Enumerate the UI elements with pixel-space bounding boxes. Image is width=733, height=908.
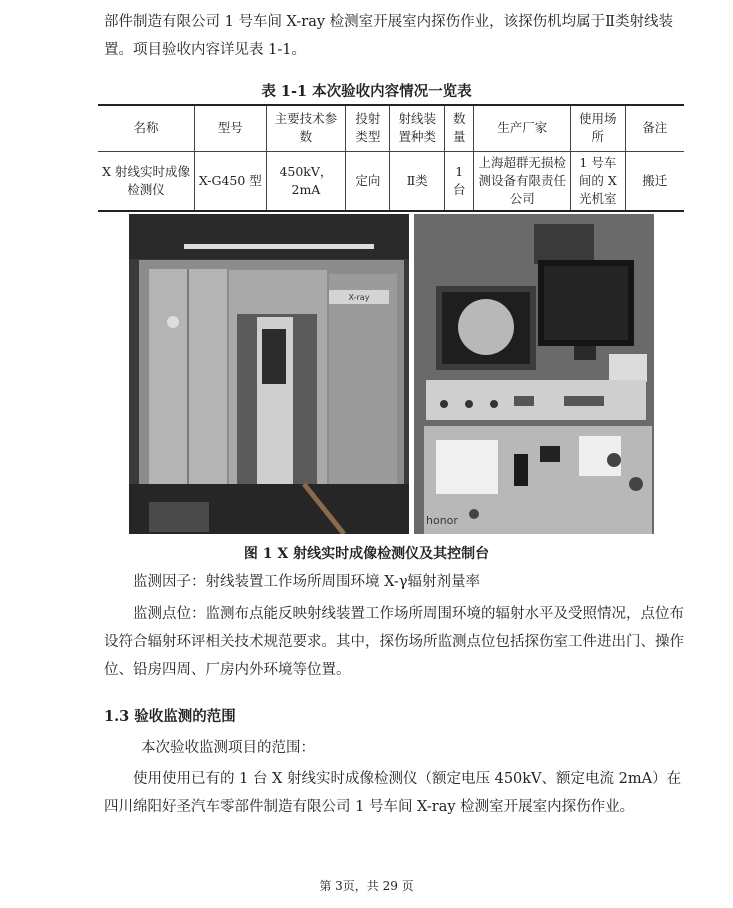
table-cell: X-G450 型 [195, 151, 266, 211]
table-cell: Ⅱ类 [390, 151, 445, 211]
header-cell: 备注 [625, 105, 684, 151]
header-cell: 使用场所 [571, 105, 626, 151]
table-cell: 450kV，2mA [266, 151, 346, 211]
table-cell: 上海超群无损检测设备有限责任公司 [474, 151, 571, 211]
xray-room-photo [129, 214, 409, 534]
table-cell: 搬迁 [625, 151, 684, 211]
header-cell: 名称 [98, 105, 195, 151]
table-header-row [98, 105, 684, 151]
page-footer: 第 3页，共 29 页 [319, 879, 414, 893]
header-cell: 主要技术参数 [266, 105, 346, 151]
table-cell: 定向 [346, 151, 390, 211]
monitoring-factor-paragraph: 监测因子：射线装置工作场所周围环境 X-γ辐射剂量率 [133, 574, 480, 590]
header-cell: 生产厂家 [474, 105, 571, 151]
intro-paragraph: 部件制造有限公司 1 号车间 X-ray 检测室开展室内探伤作业，该探伤机均属于Ⅱ类射线装置。项目验收内容详见表 1-1。 [104, 14, 673, 58]
section-heading: 1.3 验收监测的范围 [104, 708, 236, 725]
figure-caption: 图 1 X 射线实时成像检测仪及其控制台 [243, 546, 490, 562]
xray-room-illustration [129, 214, 409, 534]
header-cell: 数量 [445, 105, 474, 151]
header-cell: 型号 [195, 105, 266, 151]
table-caption: 表 1-1 本次验收内容情况一览表 [261, 83, 472, 100]
table-cell: 1 号车间的 X 光机室 [571, 151, 626, 211]
control-console-photo [414, 214, 654, 534]
xray-sign-text: X-ray [348, 293, 370, 302]
camera-watermark-text: honor [426, 514, 458, 527]
header-cell: 射线装置种类 [390, 105, 445, 151]
table-row [98, 151, 684, 211]
scope-paragraph: 使用使用已有的 1 台 X 射线实时成像检测仪（额定电压 450kV、额定电流 2mA）在四川绵阳好圣汽车零部件制造有限公司 1 号车间 X-ray 检测室开展室内探伤作业。 [104, 771, 682, 815]
monitoring-points-paragraph: 监测点位：监测布点能反映射线装置工作场所周围环境的辐射水平及受照情况，点位布设符合辐射环评相关技术规范要求。其中，探伤场所监测点位包括探伤室工件进出门、操作位、铅房四周、厂房内外环境等位置。 [104, 606, 684, 678]
acceptance-table [98, 104, 684, 212]
scope-intro-paragraph: 本次验收监测项目的范围： [141, 740, 315, 756]
table-cell: X 射线实时成像检测仪 [98, 151, 195, 211]
console-illustration [414, 214, 654, 534]
table-cell: 1 台 [445, 151, 474, 211]
header-cell: 投射类型 [346, 105, 390, 151]
